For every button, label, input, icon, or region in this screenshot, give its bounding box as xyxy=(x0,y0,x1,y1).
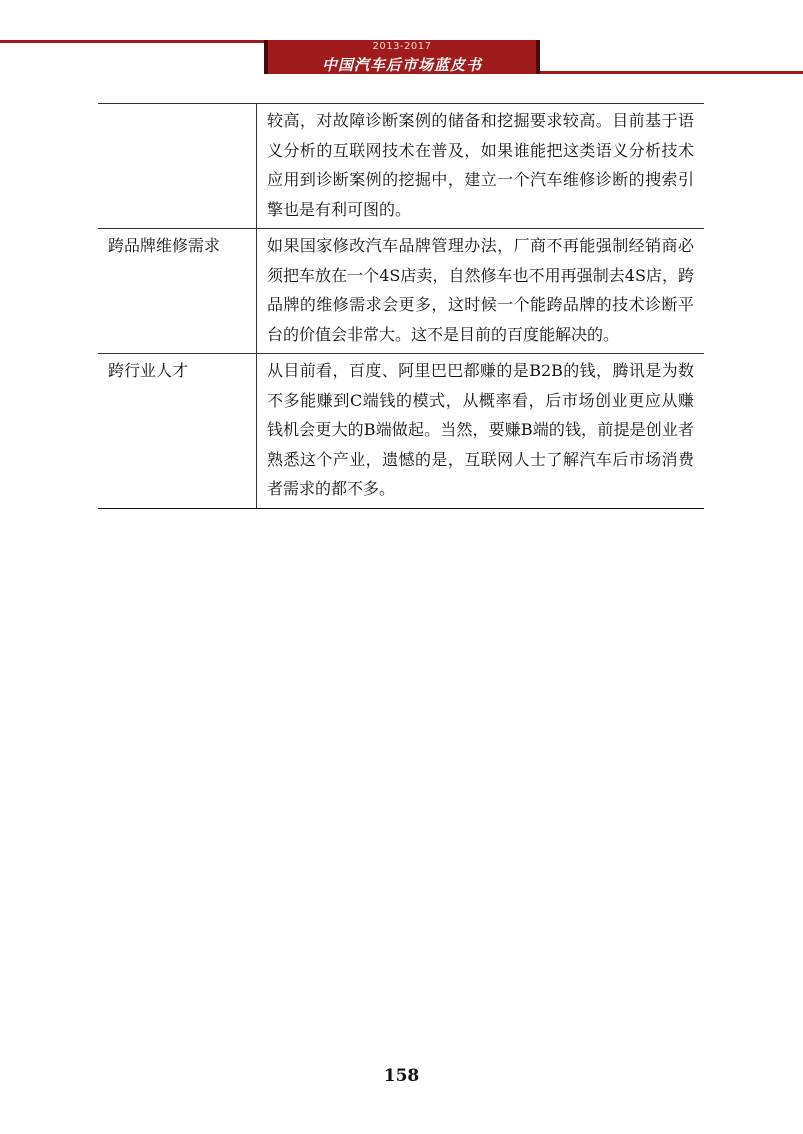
header-banner xyxy=(264,40,540,74)
row-label: 跨品牌维修需求 xyxy=(98,229,257,354)
row-label: 跨行业人才 xyxy=(98,354,257,509)
row-text: 如果国家修改汽车品牌管理办法，厂商不再能强制经销商必须把车放在一个4S店卖，自然修车也不用再强制去4S店，跨品牌的维修需求会更多，这时候一个能跨品牌的技术诊断平台的价值会非常大。这不是目前的百度能解决的。 xyxy=(257,229,705,354)
header-title: 中国汽车后市场蓝皮书 xyxy=(321,56,482,74)
row-text: 较高，对故障诊断案例的储备和挖掘要求较高。目前基于语义分析的互联网技术在普及，如果谁能把这类语义分析技术应用到诊断案例的挖掘中，建立一个汽车维修诊断的搜索引擎也是有利可图的。 xyxy=(257,104,705,229)
table-row xyxy=(98,354,704,509)
row-label xyxy=(98,104,257,229)
content-table xyxy=(98,103,704,509)
header-years: 2013-2017 xyxy=(372,41,432,52)
table-row xyxy=(98,229,704,354)
row-text: 从目前看，百度、阿里巴巴都赚的是B2B的钱，腾讯是为数不多能赚到C端钱的模式，从概率看，后市场创业更应从赚钱机会更大的B端做起。当然，要赚B端的钱，前提是创业者熟悉这个产业，遗憾的是，互联网人士了解汽车后市场消费者需求的都不多。 xyxy=(257,354,705,509)
header-rule-left xyxy=(0,40,268,43)
page-number: 158 xyxy=(383,1066,420,1086)
header-rule-right xyxy=(540,71,803,74)
table-row xyxy=(98,104,704,229)
